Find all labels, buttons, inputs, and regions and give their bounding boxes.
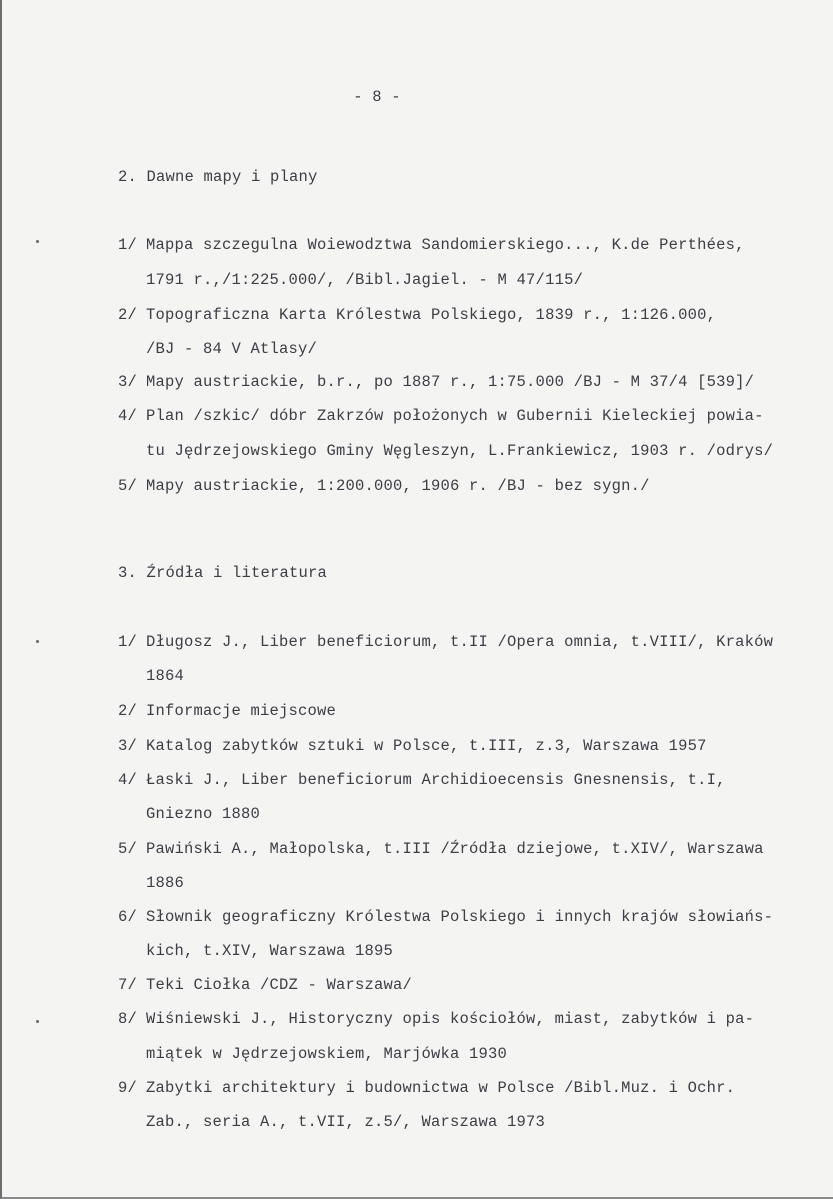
entry-text: Mappa szczegulna Woiewodztwa Sandomierskiego..., K.de Perthées, bbox=[146, 236, 745, 254]
entry-continuation: /BJ - 84 V Atlasy/ bbox=[146, 340, 318, 358]
entry-text: Długosz J., Liber beneficiorum, t.II /Opera omnia, t.VIII/, Kraków bbox=[146, 633, 774, 651]
bibliography-entry bbox=[118, 702, 830, 720]
margin-mark bbox=[36, 240, 39, 243]
entry-number: 5/ bbox=[118, 477, 138, 495]
entry-number: 3/ bbox=[118, 373, 138, 391]
margin-mark bbox=[36, 1020, 39, 1023]
entry-number: 1/ bbox=[118, 633, 138, 651]
entry-number: 9/ bbox=[118, 1079, 138, 1097]
entry-text: Mapy austriackie, 1:200.000, 1906 r. /BJ - bez sygn./ bbox=[146, 477, 650, 495]
bibliography-entry bbox=[118, 908, 830, 926]
bibliography-entry bbox=[118, 840, 830, 858]
entry-text: Zabytki architektury i budownictwa w Polsce /Bibl.Muz. i Ochr. bbox=[146, 1079, 736, 1097]
entry-number: 8/ bbox=[118, 1010, 138, 1028]
entry-text: Informacje miejscowe bbox=[146, 702, 337, 720]
entry-number: 2/ bbox=[118, 306, 138, 324]
bibliography-entry bbox=[118, 373, 830, 391]
bibliography-entry bbox=[118, 1079, 830, 1097]
entry-continuation: Gniezno 1880 bbox=[146, 805, 261, 823]
section-heading-sources: 3. Źródła i literatura bbox=[118, 564, 328, 582]
entry-number: 2/ bbox=[118, 702, 138, 720]
bibliography-entry bbox=[118, 1010, 830, 1028]
entry-continuation: 1864 bbox=[146, 667, 185, 685]
entry-number: 4/ bbox=[118, 771, 138, 789]
entry-number: 4/ bbox=[118, 407, 138, 425]
entry-continuation: miątek w Jędrzejowskiem, Marjówka 1930 bbox=[146, 1045, 508, 1063]
section-heading-maps: 2. Dawne mapy i plany bbox=[118, 168, 318, 186]
entry-number: 3/ bbox=[118, 737, 138, 755]
bibliography-entry bbox=[118, 737, 830, 755]
bibliography-entry bbox=[118, 306, 830, 324]
entry-text: Słownik geograficzny Królestwa Polskiego i innych krajów słowiańs- bbox=[146, 908, 774, 926]
entry-number: 7/ bbox=[118, 976, 138, 994]
bibliography-entry bbox=[118, 236, 830, 254]
margin-mark bbox=[36, 640, 39, 643]
entry-text: Pawiński A., Małopolska, t.III /Źródła dziejowe, t.XIV/, Warszawa bbox=[146, 840, 764, 858]
entry-number: 5/ bbox=[118, 840, 138, 858]
entry-text: Topograficzna Karta Królestwa Polskiego, 1839 r., 1:126.000, bbox=[146, 306, 717, 324]
entry-continuation: tu Jędrzejowskiego Gminy Węgleszyn, L.Frankiewicz, 1903 r. /odrys/ bbox=[146, 442, 774, 460]
entry-text: Plan /szkic/ dóbr Zakrzów położonych w Gubernii Kieleckiej powia- bbox=[146, 407, 764, 425]
bibliography-entry bbox=[118, 407, 830, 425]
entry-continuation: Zab., seria A., t.VII, z.5/, Warszawa 1973 bbox=[146, 1113, 546, 1131]
entry-text: Katalog zabytków sztuki w Polsce, t.III, z.3, Warszawa 1957 bbox=[146, 737, 707, 755]
entry-text: Mapy austriackie, b.r., po 1887 r., 1:75.000 /BJ - M 37/4 [539]/ bbox=[146, 373, 755, 391]
entry-text: Teki Ciołka /CDZ - Warszawa/ bbox=[146, 976, 413, 994]
bibliography-entry bbox=[118, 477, 830, 495]
entry-text: Łaski J., Liber beneficiorum Archidioecensis Gnesnensis, t.I, bbox=[146, 771, 726, 789]
entry-number: 1/ bbox=[118, 236, 138, 254]
bibliography-entry bbox=[118, 771, 830, 789]
entry-text: Wiśniewski J., Historyczny opis kościołów, miast, zabytków i pa- bbox=[146, 1010, 755, 1028]
entry-number: 6/ bbox=[118, 908, 138, 926]
bibliography-entry bbox=[118, 633, 830, 651]
bibliography-entry bbox=[118, 976, 830, 994]
page-number: - 8 - bbox=[353, 88, 401, 106]
entry-continuation: kich, t.XIV, Warszawa 1895 bbox=[146, 942, 394, 960]
entry-continuation: 1886 bbox=[146, 874, 185, 892]
entry-continuation: 1791 r.,/1:225.000/, /Bibl.Jagiel. - M 47/115/ bbox=[146, 271, 584, 289]
